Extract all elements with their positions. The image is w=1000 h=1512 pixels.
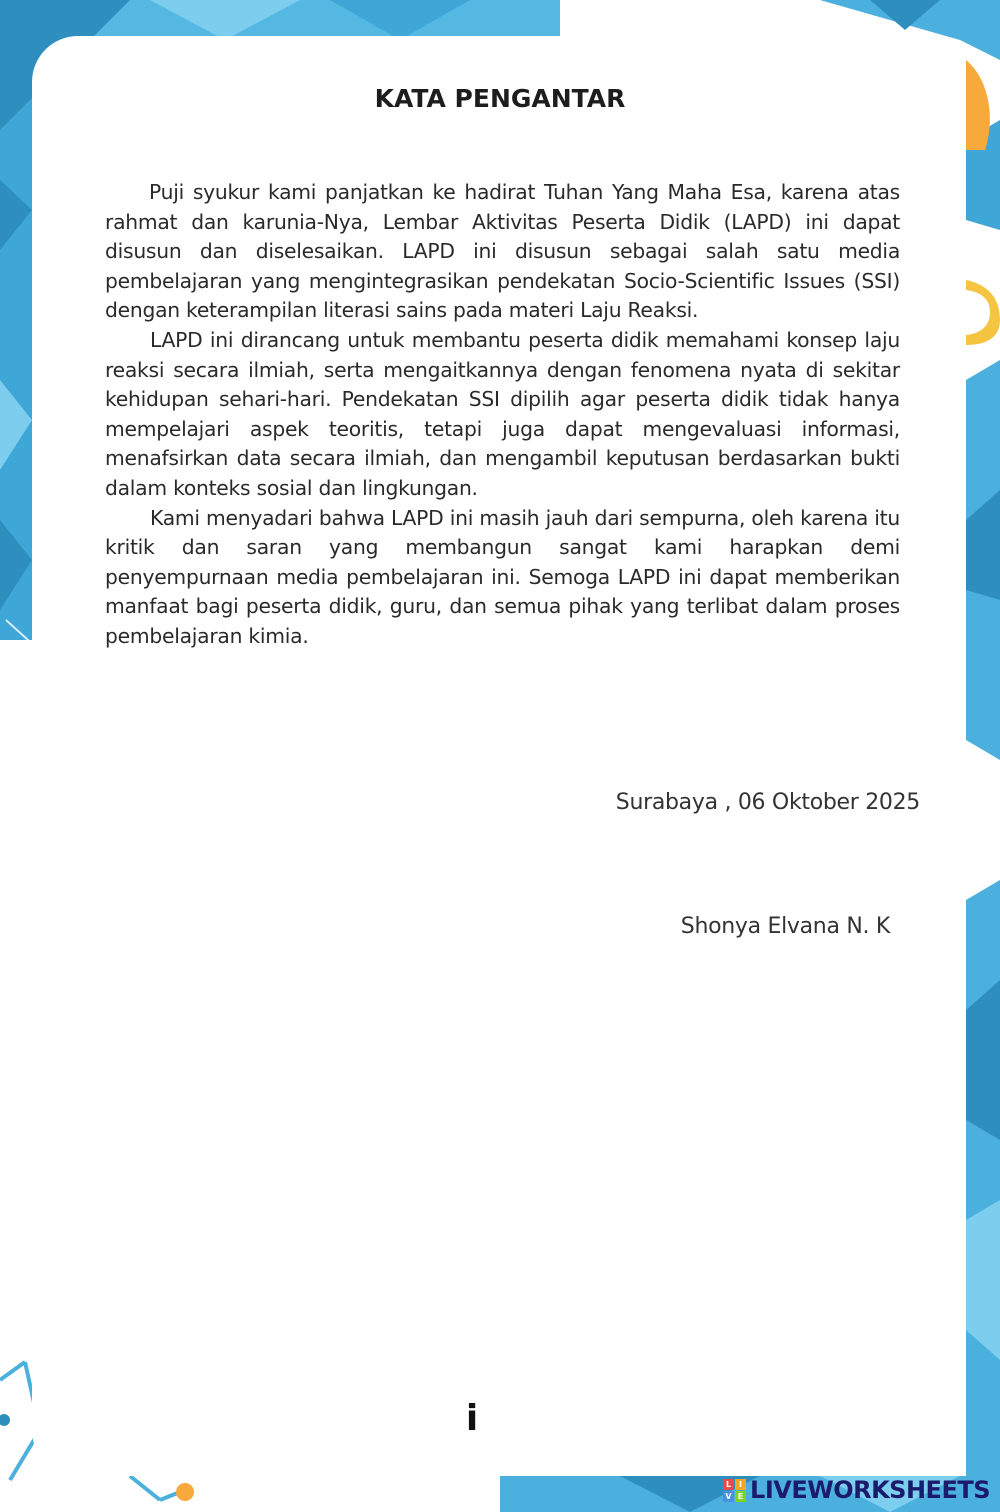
author-name: Shonya Elvana N. K bbox=[680, 914, 890, 939]
place-and-date: Surabaya , 06 Oktober 2025 bbox=[615, 790, 920, 815]
liveworksheets-logo-icon bbox=[723, 1479, 746, 1502]
liveworksheets-watermark bbox=[723, 1476, 990, 1504]
page-number: i bbox=[465, 1398, 479, 1439]
paragraph-1: Puji syukur kami panjatkan ke hadirat Tuhan Yang Maha Esa, karena atas rahmat dan karunia-Nya, Lembar Aktivitas Peserta Didik (LAPD) ini dapat disusun dan diselesaikan. LAPD ini disusun sebagai salah satu media pembelajaran yang mengintegrasikan pendekatan Socio-Scientific Issues (SSI) dengan keterampilan literasi sains pada materi Laju Reaksi. bbox=[105, 180, 900, 323]
liveworksheets-text: LIVEWORKSHEETS bbox=[750, 1476, 990, 1504]
logo-letter: V bbox=[723, 1491, 734, 1502]
paragraph-2: LAPD ini dirancang untuk membantu peserta didik memahami konsep laju reaksi secara ilmiah, serta mengaitkannya dengan fenomena nyata di sekitar kehidupan sehari-hari. Pendekatan SSI dipilih agar peserta didik tidak hanya mempelajari aspek teoritis, tetapi juga dapat mengevaluasi informasi, menafsirkan data secara ilmiah, dan mengambil keputusan berdasarkan bukti dalam konteks sosial dan lingkungan. bbox=[105, 327, 900, 500]
page-title: KATA PENGANTAR bbox=[374, 84, 626, 113]
logo-letter: L bbox=[723, 1479, 734, 1490]
logo-letter: E bbox=[735, 1491, 746, 1502]
logo-letter: I bbox=[735, 1479, 746, 1490]
paragraph-3: Kami menyadari bahwa LAPD ini masih jauh dari sempurna, oleh karena itu kritik dan saran yang membangun sangat kami harapkan demi penyempurnaan media pembelajaran ini. Semoga LAPD ini dapat memberikan manfaat bagi peserta didik, guru, dan semua pihak yang terlibat dalam proses pembelajaran kimia. bbox=[105, 505, 900, 648]
document-body bbox=[105, 178, 900, 652]
